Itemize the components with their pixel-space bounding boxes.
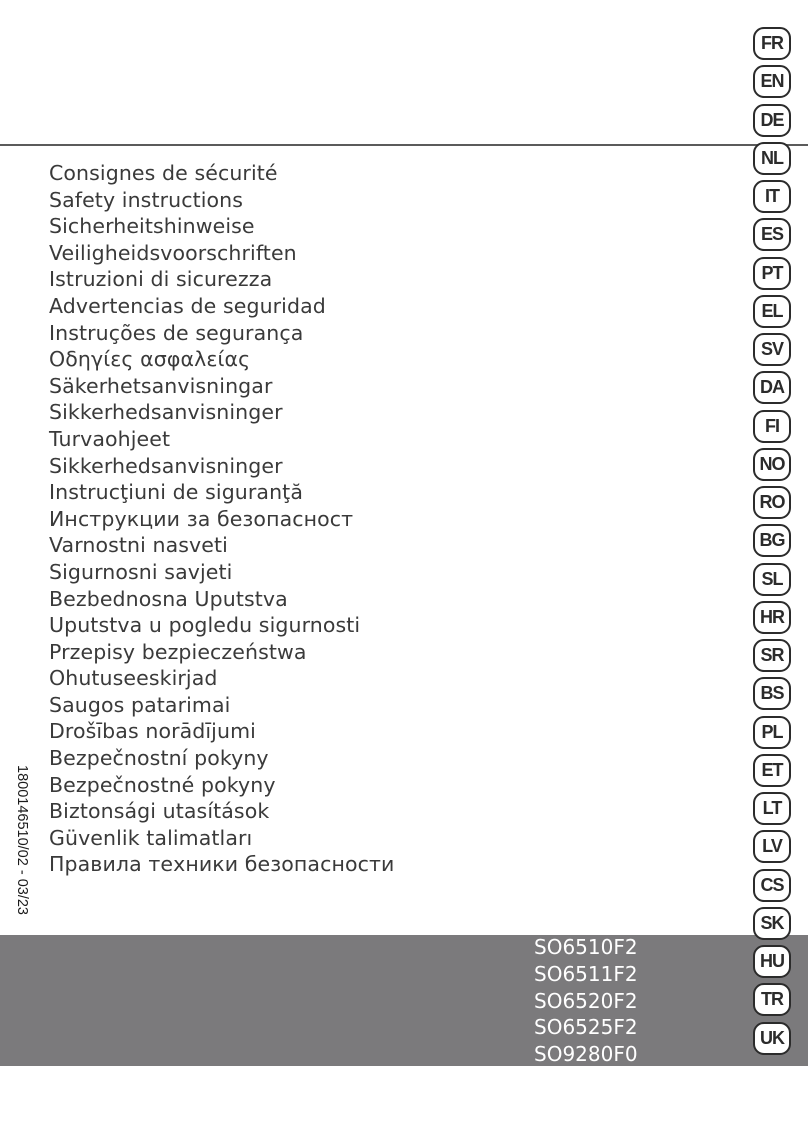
language-badge-da: DA — [753, 371, 791, 404]
safety-title-bg: Инструкции за безопасност — [49, 506, 354, 531]
safety-title-sk: Bezpečnostné pokyny — [49, 772, 276, 797]
safety-title-sl: Varnostni nasveti — [49, 533, 228, 558]
safety-title-da: Sikkerhedsanvisninger — [49, 400, 283, 425]
language-badge-no: NO — [753, 448, 791, 481]
safety-title-fr: Consignes de sécurité — [49, 161, 278, 185]
safety-title-uk: Правила техники безопасности — [49, 852, 395, 877]
language-badge-sv: SV — [753, 333, 791, 366]
language-badge-hu: HU — [753, 945, 791, 978]
language-code-column — [753, 27, 791, 1060]
document-code: 1800146510/02 - 03/23 — [14, 765, 30, 915]
language-badge-en: EN — [753, 65, 791, 98]
safety-title-pl: Przepisy bezpieczeństwa — [49, 639, 307, 664]
language-badge-lv: LV — [753, 830, 791, 863]
language-badge-el: EL — [753, 295, 791, 328]
safety-title-list — [49, 160, 394, 878]
header-divider — [0, 144, 808, 146]
safety-title-hu: Biztonsági utasítások — [49, 799, 270, 824]
model-number: SO6525F2 — [534, 1015, 638, 1040]
language-badge-bg: BG — [753, 524, 791, 557]
safety-title-lv: Drošības norādījumi — [49, 719, 256, 744]
safety-title-es: Advertencias de seguridad — [49, 293, 326, 318]
safety-title-nl: Veiligheidsvoorschriften — [49, 240, 297, 265]
language-badge-lt: LT — [753, 792, 791, 825]
safety-title-lt: Saugos patarimai — [49, 692, 231, 717]
safety-title-en: Safety instructions — [49, 187, 244, 212]
safety-title-hr: Sigurnosni savjeti — [49, 559, 233, 584]
safety-title-sv: Säkerhetsanvisningar — [49, 373, 273, 398]
safety-title-tr: Güvenlik talimatları — [49, 825, 253, 850]
safety-title-cs: Bezpečnostní pokyny — [49, 746, 269, 771]
language-badge-pt: PT — [753, 257, 791, 290]
model-number: SO6511F2 — [534, 961, 638, 986]
language-badge-fr: FR — [753, 27, 791, 60]
language-badge-de: DE — [753, 104, 791, 137]
safety-title-sr: Bezbednosna Uputstva — [49, 586, 288, 611]
language-badge-sr: SR — [753, 639, 791, 672]
model-band — [0, 935, 808, 1066]
safety-title-pt: Instruções de segurança — [49, 320, 304, 345]
language-badge-fi: FI — [753, 410, 791, 443]
model-number-list — [534, 934, 638, 1068]
safety-title-el: Οδηγίες ασφαλείας — [49, 347, 251, 372]
language-badge-et: ET — [753, 754, 791, 787]
model-number: SO6520F2 — [534, 988, 638, 1013]
language-badge-uk: UK — [753, 1022, 791, 1055]
safety-title-no: Sikkerhedsanvisninger — [49, 453, 283, 478]
safety-title-fi: Turvaohjeet — [49, 426, 171, 451]
safety-title-ro: Instrucţiuni de siguranţă — [49, 480, 303, 505]
model-number: SO6510F2 — [534, 935, 638, 959]
language-badge-es: ES — [753, 218, 791, 251]
language-badge-ro: RO — [753, 486, 791, 519]
safety-title-bs: Uputstva u pogledu sigurnosti — [49, 613, 361, 638]
language-badge-sk: SK — [753, 907, 791, 940]
language-badge-pl: PL — [753, 716, 791, 749]
safety-title-et: Ohutuseeskirjad — [49, 666, 218, 691]
language-badge-bs: BS — [753, 677, 791, 710]
safety-title-de: Sicherheitshinweise — [49, 214, 255, 239]
model-number: SO9280F0 — [534, 1042, 638, 1067]
language-badge-hr: HR — [753, 601, 791, 634]
language-badge-sl: SL — [753, 563, 791, 596]
language-badge-it: IT — [753, 180, 791, 213]
safety-title-it: Istruzioni di sicurezza — [49, 267, 273, 292]
language-badge-nl: NL — [753, 142, 791, 175]
language-badge-tr: TR — [753, 983, 791, 1016]
language-badge-cs: CS — [753, 869, 791, 902]
